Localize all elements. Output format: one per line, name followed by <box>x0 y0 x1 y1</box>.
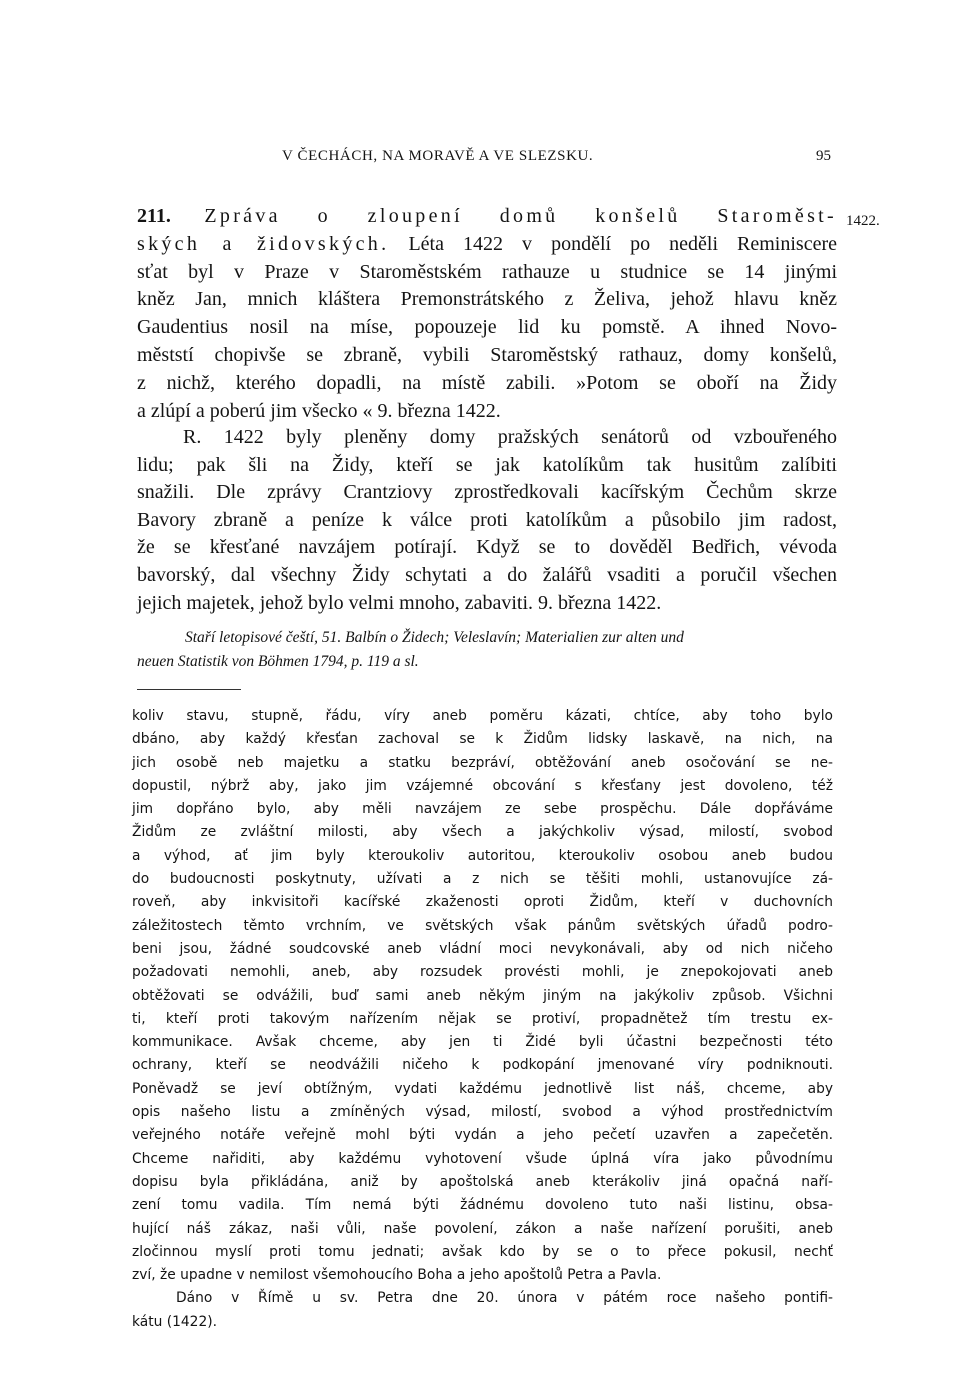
footnote-line: dopisu byla přikládána, aniž by apoštolská aneb kterákoliv jiná opačná naří- <box>132 1173 833 1190</box>
text-line: že se křesťané navzájem potírají. Když se to dověděl Bedřich, vévoda <box>137 536 837 559</box>
footnote-line: Dáno v Římě u sv. Petra dne 20. února v pátém roce našeho pontifi- <box>176 1290 833 1307</box>
text-line: měststí chopivše se zbraně, vybili Staroměstský rathauz, domy konšelů, <box>137 343 837 366</box>
footnote-line: dbáno, aby každý křesťan zachoval se k Židům lidsky laskavě, na nich, na <box>132 731 833 748</box>
footnote-line: obtěžovati se odvážili, buď sami aneb někým jiným na jakýkoliv způsob. Všichni <box>132 987 833 1004</box>
text-line: bavorský, dal všechny Židy schytati a do žalářů vsaditi a poručil všechen <box>137 563 837 586</box>
footnote-line: veřejného notáře veřejně mohl býti vydán a jeho pečetí uzavřen a zapečetěn. <box>132 1127 833 1144</box>
margin-year: 1422. <box>846 213 880 229</box>
footnote-line: zení tomu vadila. Tím nemá býti žádnému dovoleno tuto naši listinu, obsa- <box>132 1197 833 1214</box>
text-line: sťat byl v Praze v Staroměstském rathauze u studnice se 14 jinými <box>137 260 837 283</box>
footnote-line: kátu (1422). <box>132 1313 218 1330</box>
footnote-line: záležitostech těmto vrchním, ve světských však pánům světských úřadů podro- <box>132 917 833 934</box>
entry-heading-line-2 <box>137 231 837 259</box>
footnote-line: jim dopřáno bylo, aby měli navzájem ze sebe prospěchu. Dále dopřáváme <box>132 801 833 818</box>
running-head: V ČECHÁCH, NA MORAVĚ A VE SLEZSKU. <box>282 148 594 164</box>
source-line: Staří letopisové čeští, 51. Balbín o Židech; Veleslavín; Materialien zur alten und <box>185 629 684 646</box>
text-line: Gaudentius nosil na míse, popouzeje lid ku pomstě. A ihned Novo- <box>137 316 837 339</box>
text-line: snažili. Dle zprávy Crantziovy zprostředkovali kacířským Čechům skrze <box>137 481 837 504</box>
footnote-line: Židům ze zvláštní milosti, aby všech a jakýchkoliv výsad, milostí, svobod <box>132 824 833 841</box>
entry-paragraph-2 <box>137 424 837 617</box>
footnote-divider <box>137 689 241 690</box>
text-line: lidu; pak šli na Židy, kteří se jak katolíkům tak husitům zalíbiti <box>137 453 837 476</box>
footnote-line: zví, že upadne v nemilost všemohoucího Boha a jeho apoštolů Petra a Pavla. <box>132 1267 662 1284</box>
footnote-line: jich osobě neb majetku a statku bezpráví, obtěžování aneb osočování se ne- <box>132 754 833 771</box>
footnote-line: beni jsou, žádné soudcovské aneb vládní moci nevykonávali, aby od nich ničeho <box>132 940 833 957</box>
source-line: neuen Statistik von Böhmen 1794, p. 119 a sl. <box>137 653 419 670</box>
text-line: z nichž, kterého dopadli, na místě zabili. »Potom se oboří na Židy <box>137 371 837 394</box>
footnote-line: požadovati nemohli, aneb, aby rozsudek provésti mohli, je znepokojovati aneb <box>132 964 833 981</box>
entry-title-part1: Zpráva o zloupení domů konšelů Staroměst- <box>204 205 837 227</box>
footnote-line: a výhod, ať jim byly kteroukoliv autoritou, kteroukoliv osobou aneb budou <box>132 847 833 864</box>
footnote-line: opis našeho listu a zmíněných výsad, milostí, svobod a výhod prostřednictvím <box>132 1104 833 1121</box>
footnote-line: zločinnou myslí proti tomu jednati; avšak kdo by se o to přece pokusil, nechť <box>132 1243 833 1260</box>
footnote-line: roveň, aby inkvisitoři kacířské zkaženosti oproti Židům, kteří v duchovních <box>132 894 833 911</box>
footnote-line: koliv stavu, stupně, řádu, víry aneb poměru kázati, chtíce, aby toho bylo <box>132 708 833 724</box>
entry-line1-rest: Léta 1422 v pondělí po neděli Reminiscere <box>408 232 837 255</box>
text-line: R. 1422 byly pleněny domy pražských senátorů od vzbouřeného <box>183 426 837 448</box>
footnote-line: ti, kteří proti takovým nařízením nějak se protiví, propadnětež tím trestu ex- <box>132 1010 833 1027</box>
footnote-line: dopustil, nýbrž aby, jako jim vzájemné obcování s křesťany jest dovoleno, též <box>132 777 833 794</box>
source-citation <box>137 626 837 674</box>
entry-title-part2: ských a židovských. <box>137 232 390 255</box>
entry-heading-line <box>137 203 837 231</box>
footnote-line: hující náš zákaz, naši vůli, naše povolení, zákon a naše nařízení porušiti, aneb <box>132 1220 833 1237</box>
text-line: a zlúpí a poberú jim všecko « 9. března 1422. <box>137 399 501 422</box>
footnote-line: do budoucnosti poskytnuty, užívati a z nich se těšiti mohli, ustanovujíce zá- <box>132 871 833 888</box>
text-line: jejich majetek, jehož bylo velmi mnoho, zabaviti. 9. března 1422. <box>137 591 662 614</box>
text-line: kněz Jan, mnich kláštera Premonstrátského z Želiva, jehož hlavu kněz <box>137 288 837 311</box>
footnote-line: Poněvadž se jeví obtížným, vydati každému jednotlivě list náš, chceme, aby <box>132 1080 833 1097</box>
footnote-line: ochrany, kteří se neodvážili ničeho k podkopání jmenované víry podniknouti. <box>132 1057 833 1074</box>
text-line: Bavory zbraně a peníze k válce proti katolíkům a působilo jim radost, <box>137 508 837 531</box>
entry-paragraph-1 <box>137 203 837 425</box>
footnote-line: Chceme nařiditi, aby každému vyhotovení všude úplná víra jako původnímu <box>132 1150 833 1167</box>
page-number: 95 <box>816 148 831 164</box>
footnote-line: kommunikace. Avšak chceme, aby jen ti Židé byli účastni bezpečnosti této <box>132 1034 833 1051</box>
entry-number: 211. <box>137 205 171 227</box>
footnote-block <box>132 705 833 1334</box>
